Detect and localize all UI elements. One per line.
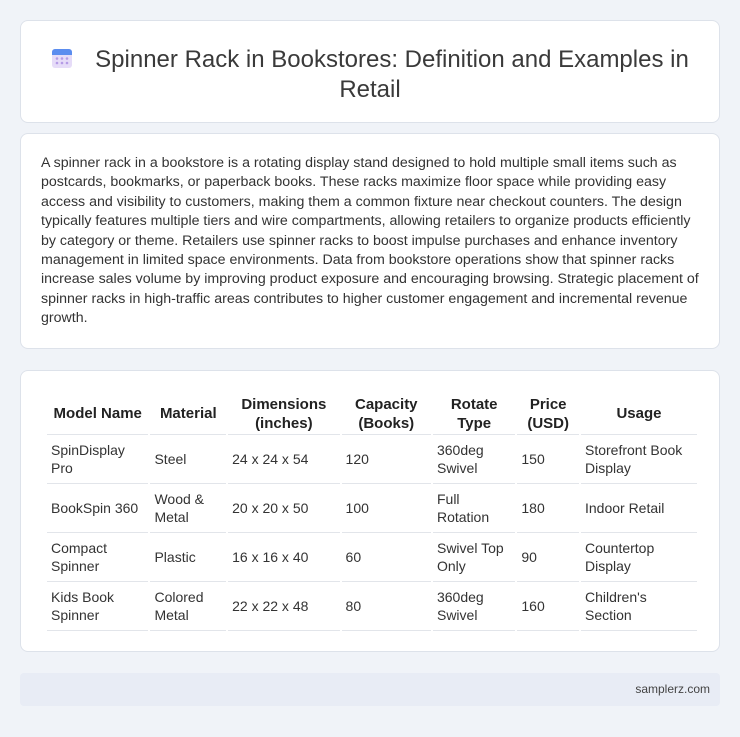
page-title: Spinner Rack in Bookstores: Definition and Examples in Retail	[95, 46, 689, 103]
table-cell: 22 x 22 x 48	[228, 582, 339, 631]
table-cell: 80	[342, 582, 431, 631]
table-cell: Plastic	[150, 533, 226, 582]
table-cell: 150	[517, 435, 579, 484]
footer-bar	[20, 673, 720, 706]
table-cell: 100	[342, 484, 431, 533]
table-cell: Colored Metal	[150, 582, 226, 631]
column-header: Material	[150, 393, 226, 435]
table-cell: 180	[517, 484, 579, 533]
footer-site-link[interactable]: samplerz.com	[635, 682, 710, 696]
table-header-row	[47, 393, 697, 435]
table-cell: 60	[342, 533, 431, 582]
table-cell: Wood & Metal	[150, 484, 226, 533]
table-cell: Children's Section	[581, 582, 697, 631]
table-row	[47, 484, 697, 533]
table-cell: SpinDisplay Pro	[47, 435, 148, 484]
table-cell: 16 x 16 x 40	[228, 533, 339, 582]
table-cell: Full Rotation	[433, 484, 515, 533]
table-cell: Swivel Top Only	[433, 533, 515, 582]
table-cell: 24 x 24 x 54	[228, 435, 339, 484]
spinner-rack-table	[45, 393, 699, 631]
table-cell: Indoor Retail	[581, 484, 697, 533]
table-cell: Storefront Book Display	[581, 435, 697, 484]
column-header: Price (USD)	[517, 393, 579, 435]
table-cell: 20 x 20 x 50	[228, 484, 339, 533]
column-header: Rotate Type	[433, 393, 515, 435]
table-cell: 90	[517, 533, 579, 582]
page-title-wrap	[51, 45, 689, 105]
table-row	[47, 533, 697, 582]
title-card	[20, 20, 720, 123]
calendar-icon	[51, 47, 73, 69]
table-cell: Countertop Display	[581, 533, 697, 582]
column-header: Usage	[581, 393, 697, 435]
table-card	[20, 370, 720, 652]
table-cell: 360deg Swivel	[433, 435, 515, 484]
table-row	[47, 582, 697, 631]
table-cell: Steel	[150, 435, 226, 484]
table-cell: Compact Spinner	[47, 533, 148, 582]
table-cell: 120	[342, 435, 431, 484]
column-header: Dimensions (inches)	[228, 393, 339, 435]
table-cell: BookSpin 360	[47, 484, 148, 533]
description-text: A spinner rack in a bookstore is a rotating display stand designed to hold multiple small items such as postcards, bookmarks, or paperback books. These racks maximize floor space while providing easy access and visibility to customers, making them a common fixture near checkout counters. The design typically features multiple tiers and wire compartments, allowing retailers to organize products efficiently by category or theme. Retailers use spinner racks to boost impulse purchases and enhance inventory management in limited space environments. Data from bookstore operations show that spinner racks increase sales volume by improving product exposure and encouraging browsing. Strategic placement of spinner racks in high-traffic areas contributes to higher customer engagement and incremental revenue growth.	[41, 155, 699, 327]
column-header: Capacity (Books)	[342, 393, 431, 435]
table-row	[47, 435, 697, 484]
table-cell: 160	[517, 582, 579, 631]
column-header: Model Name	[47, 393, 148, 435]
description-card	[20, 133, 720, 349]
table-cell: Kids Book Spinner	[47, 582, 148, 631]
table-cell: 360deg Swivel	[433, 582, 515, 631]
